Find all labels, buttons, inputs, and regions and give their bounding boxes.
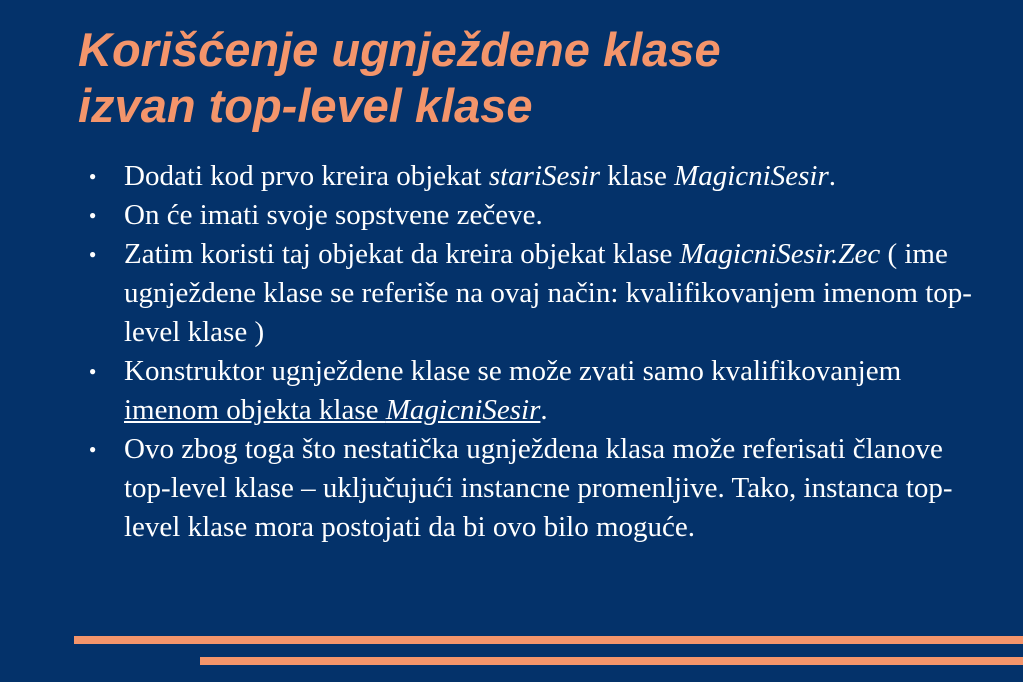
bullet-4-underlined-italic: MagicniSesir	[385, 394, 541, 426]
bullet-1-text-b: klase	[600, 160, 675, 192]
bullet-5-text: Ovo zbog toga što nestatička ugnježdena klasa može referisati članove top-level klase – uključujući instancne promenljive. Tako, instanca top-level klase mora postojati da bi ovo bilo moguće.	[124, 433, 953, 543]
title-line-2: izvan top-level klase	[78, 79, 533, 132]
bullet-dot-icon: ●	[89, 169, 97, 183]
bullet-1-text-a: Dodati kod prvo kreira objekat	[124, 160, 489, 192]
bullet-item	[84, 235, 974, 352]
bullet-item	[84, 196, 974, 235]
decorative-rule-upper	[74, 636, 1023, 644]
bullet-text	[124, 352, 974, 430]
bullet-item	[84, 157, 974, 196]
bullet-item	[84, 352, 974, 430]
bullet-1-italic-b: MagicniSesir	[674, 160, 829, 192]
decorative-rule-lower	[200, 657, 1023, 665]
bullet-4-text-a: Konstruktor ugnježdene klase se može zvati samo kvalifikovanjem	[124, 355, 902, 387]
bullet-text	[124, 235, 974, 352]
bullet-dot-icon: ●	[89, 364, 97, 378]
bullet-4-text-b: .	[540, 394, 548, 426]
bullet-dot-icon: ●	[89, 247, 97, 261]
bullet-dot-icon: ●	[89, 442, 97, 456]
bullet-list	[84, 157, 974, 547]
slide-title	[78, 22, 998, 134]
bullet-4-underlined-link	[124, 394, 540, 426]
title-line-1: Korišćenje ugnježdene klase	[78, 23, 721, 76]
bullet-dot-icon: ●	[89, 208, 97, 222]
bullet-1-italic-a: stariSesir	[488, 160, 600, 192]
bullet-4-underlined-text: imenom objekta klase	[124, 394, 386, 426]
bullet-item	[84, 430, 974, 547]
bullet-3-italic-a: MagicniSesir.Zec	[679, 238, 881, 270]
bullet-3-text-a: Zatim koristi taj objekat da kreira objekat klase	[124, 238, 680, 270]
bullet-1-text-c: .	[828, 160, 836, 192]
bullet-2-text: On će imati svoje sopstvene zečeve.	[124, 199, 543, 231]
bullet-3-text-b: ( ime ugnježdene klase se referiše na ovaj način: kvalifikovanjem imenom top-level klase )	[124, 238, 972, 348]
bullet-text	[124, 157, 974, 196]
